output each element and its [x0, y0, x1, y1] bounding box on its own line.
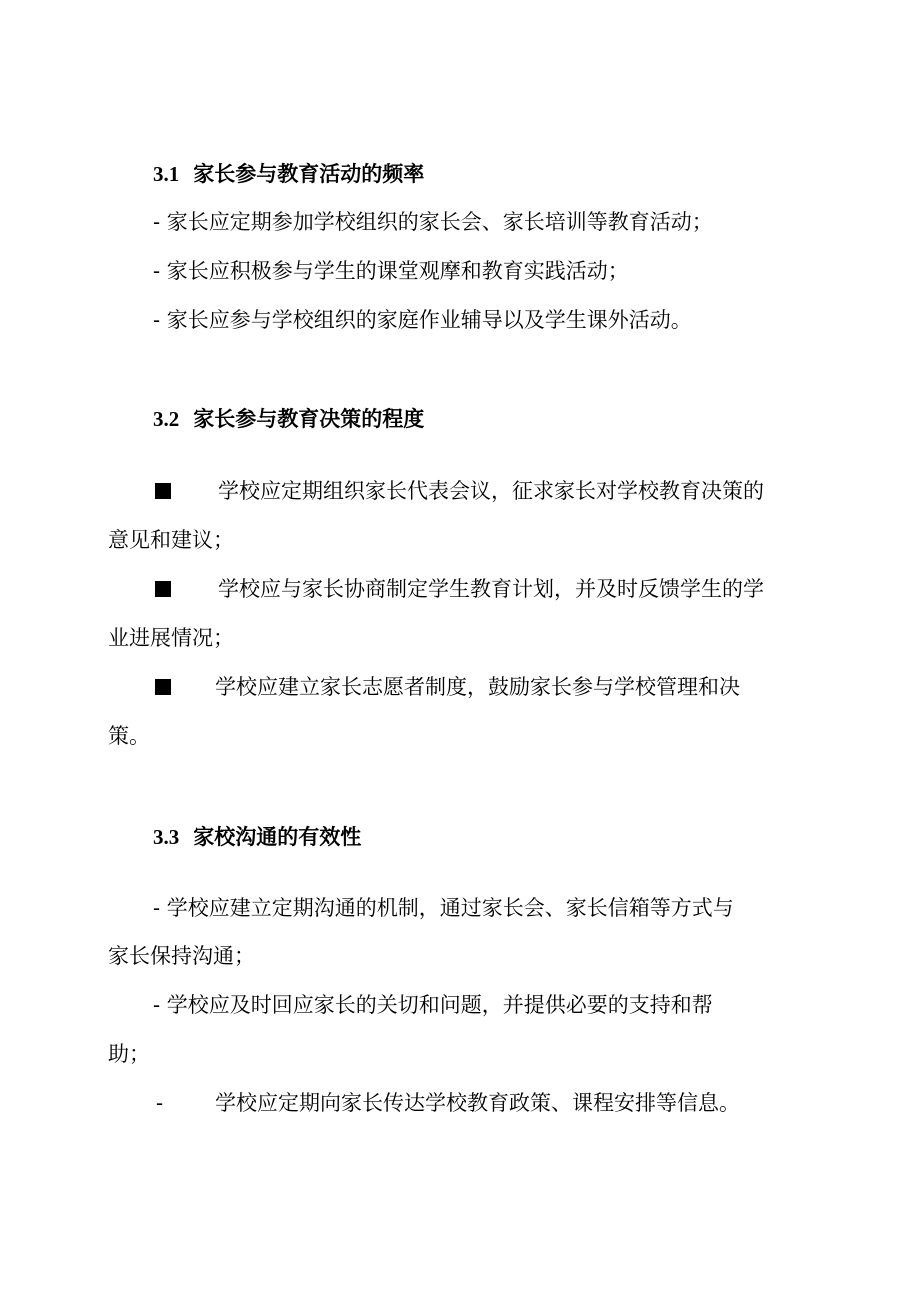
list-item-continuation: 助； [108, 1042, 150, 1066]
section-heading-3-1 [153, 160, 424, 188]
section-number: 3.3 [153, 825, 180, 849]
list-item: - 家长应积极参与学生的课堂观摩和教育实践活动； [153, 259, 629, 283]
list-item-text: 学校应定期向家长传达学校教育政策、课程安排等信息。 [215, 1091, 740, 1115]
list-item-text: 学校应建立家长志愿者制度，鼓励家长参与学校管理和决 [215, 675, 740, 699]
section-number: 3.1 [153, 162, 180, 186]
square-bullet-icon [155, 483, 171, 499]
list-item-text: 学校应定期组织家长代表会议，征求家长对学校教育决策的 [218, 479, 764, 503]
list-item-continuation: 家长保持沟通； [108, 944, 255, 968]
list-item-continuation: 策。 [108, 724, 150, 748]
square-bullet-icon [155, 679, 171, 695]
section-title: 家长参与教育决策的程度 [193, 406, 425, 431]
list-item-text: - 学校应建立定期沟通的机制，通过家长会、家长信箱等方式与 [153, 896, 734, 920]
list-item-bullet [155, 673, 171, 701]
list-item-text: 学校应与家长协商制定学生教育计划，并及时反馈学生的学 [218, 577, 764, 601]
list-item-continuation: 业进展情况； [108, 626, 234, 650]
section-title: 家长参与教育活动的频率 [193, 161, 425, 186]
square-bullet-icon [155, 581, 171, 597]
list-item-dash: - [156, 1091, 164, 1115]
list-item-text: - 学校应及时回应家长的关切和问题，并提供必要的支持和帮 [153, 993, 713, 1017]
list-item: - 家长应定期参加学校组织的家长会、家长培训等教育活动； [153, 210, 713, 234]
section-number: 3.2 [153, 407, 180, 431]
section-title: 家校沟通的有效性 [193, 824, 362, 849]
list-item-bullet [155, 575, 171, 603]
list-item-continuation: 意见和建议； [108, 528, 234, 552]
section-heading-3-3 [153, 823, 361, 851]
list-item-bullet [155, 477, 171, 505]
section-heading-3-2 [153, 405, 424, 433]
list-item: - 家长应参与学校组织的家庭作业辅导以及学生课外活动。 [153, 308, 692, 332]
